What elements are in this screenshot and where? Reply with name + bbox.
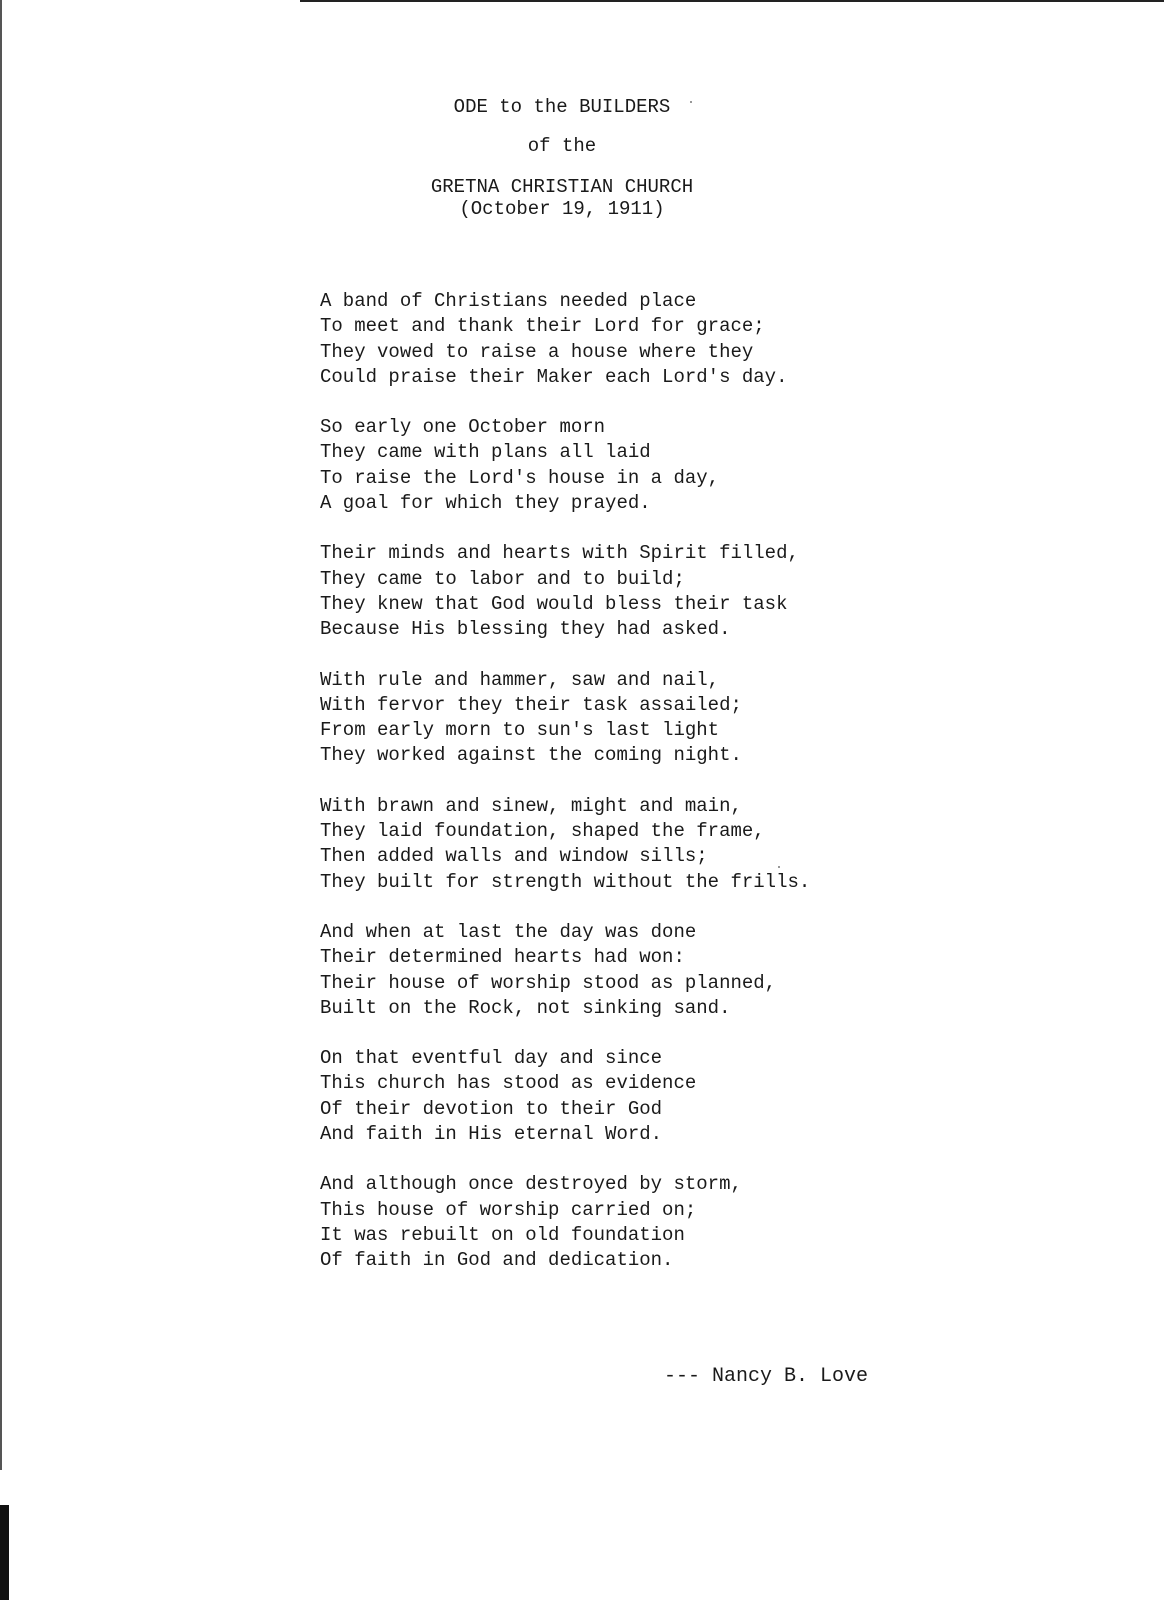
poem-line: They came to labor and to build; bbox=[320, 567, 685, 590]
scan-top-edge bbox=[300, 0, 1164, 2]
poem-line: This church has stood as evidence bbox=[320, 1072, 697, 1095]
poem-line: They worked against the coming night. bbox=[320, 744, 742, 767]
poem-line: And when at last the day was done bbox=[320, 920, 697, 943]
poem-line: A goal for which they prayed. bbox=[320, 492, 651, 515]
poem-line: This house of worship carried on; bbox=[320, 1198, 697, 1221]
stanza-7 bbox=[320, 1046, 810, 1147]
stanza-3 bbox=[320, 541, 810, 642]
poem-attribution: --- Nancy B. Love bbox=[664, 1365, 869, 1388]
poem-line: They laid foundation, shaped the frame, bbox=[320, 820, 765, 843]
poem-title-block bbox=[0, 96, 1124, 220]
stanza-8 bbox=[320, 1172, 810, 1273]
stanza-6 bbox=[320, 920, 810, 1021]
stanza-2 bbox=[320, 415, 810, 516]
scan-left-edge-mark bbox=[0, 1505, 9, 1600]
poem-body bbox=[320, 289, 810, 1299]
poem-line: On that eventful day and since bbox=[320, 1047, 663, 1070]
scan-left-edge bbox=[0, 0, 2, 1470]
poem-line: Of their devotion to their God bbox=[320, 1097, 663, 1120]
poem-line: They vowed to raise a house where they bbox=[320, 340, 754, 363]
stanza-4 bbox=[320, 668, 810, 769]
poem-line: So early one October morn bbox=[320, 416, 606, 439]
poem-line: With rule and hammer, saw and nail, bbox=[320, 668, 720, 691]
stanza-5 bbox=[320, 794, 810, 895]
poem-line: To raise the Lord's house in a day, bbox=[320, 466, 720, 489]
poem-line: They knew that God would bless their task bbox=[320, 592, 788, 615]
poem-line: Their minds and hearts with Spirit filled, bbox=[320, 542, 799, 565]
poem-line: They built for strength without the frills. bbox=[320, 870, 811, 893]
poem-line: From early morn to sun's last light bbox=[320, 719, 720, 742]
poem-line: And faith in His eternal Word. bbox=[320, 1123, 663, 1146]
poem-line: With fervor they their task assailed; bbox=[320, 693, 742, 716]
poem-line: With brawn and sinew, might and main, bbox=[320, 794, 742, 817]
poem-line: Then added walls and window sills; bbox=[320, 845, 708, 868]
poem-line: Of faith in God and dedication. bbox=[320, 1249, 674, 1272]
poem-title-connector: of the bbox=[527, 135, 597, 157]
stanza-1 bbox=[320, 289, 810, 390]
poem-line: Because His blessing they had asked. bbox=[320, 618, 731, 641]
poem-line: To meet and thank their Lord for grace; bbox=[320, 315, 765, 338]
poem-line: Could praise their Maker each Lord's day. bbox=[320, 365, 788, 388]
poem-line: Their determined hearts had won: bbox=[320, 946, 685, 969]
poem-line: They came with plans all laid bbox=[320, 441, 651, 464]
poem-title: ODE to the BUILDERS bbox=[453, 96, 671, 118]
poem-line: And although once destroyed by storm, bbox=[320, 1173, 742, 1196]
poem-title-date: (October 19, 1911) bbox=[459, 198, 665, 220]
poem-line: It was rebuilt on old foundation bbox=[320, 1223, 685, 1246]
poem-title-church: GRETNA CHRISTIAN CHURCH bbox=[430, 176, 694, 198]
poem-line: A band of Christians needed place bbox=[320, 290, 697, 312]
poem-line: Built on the Rock, not sinking sand. bbox=[320, 996, 731, 1019]
poem-line: Their house of worship stood as planned, bbox=[320, 971, 777, 994]
